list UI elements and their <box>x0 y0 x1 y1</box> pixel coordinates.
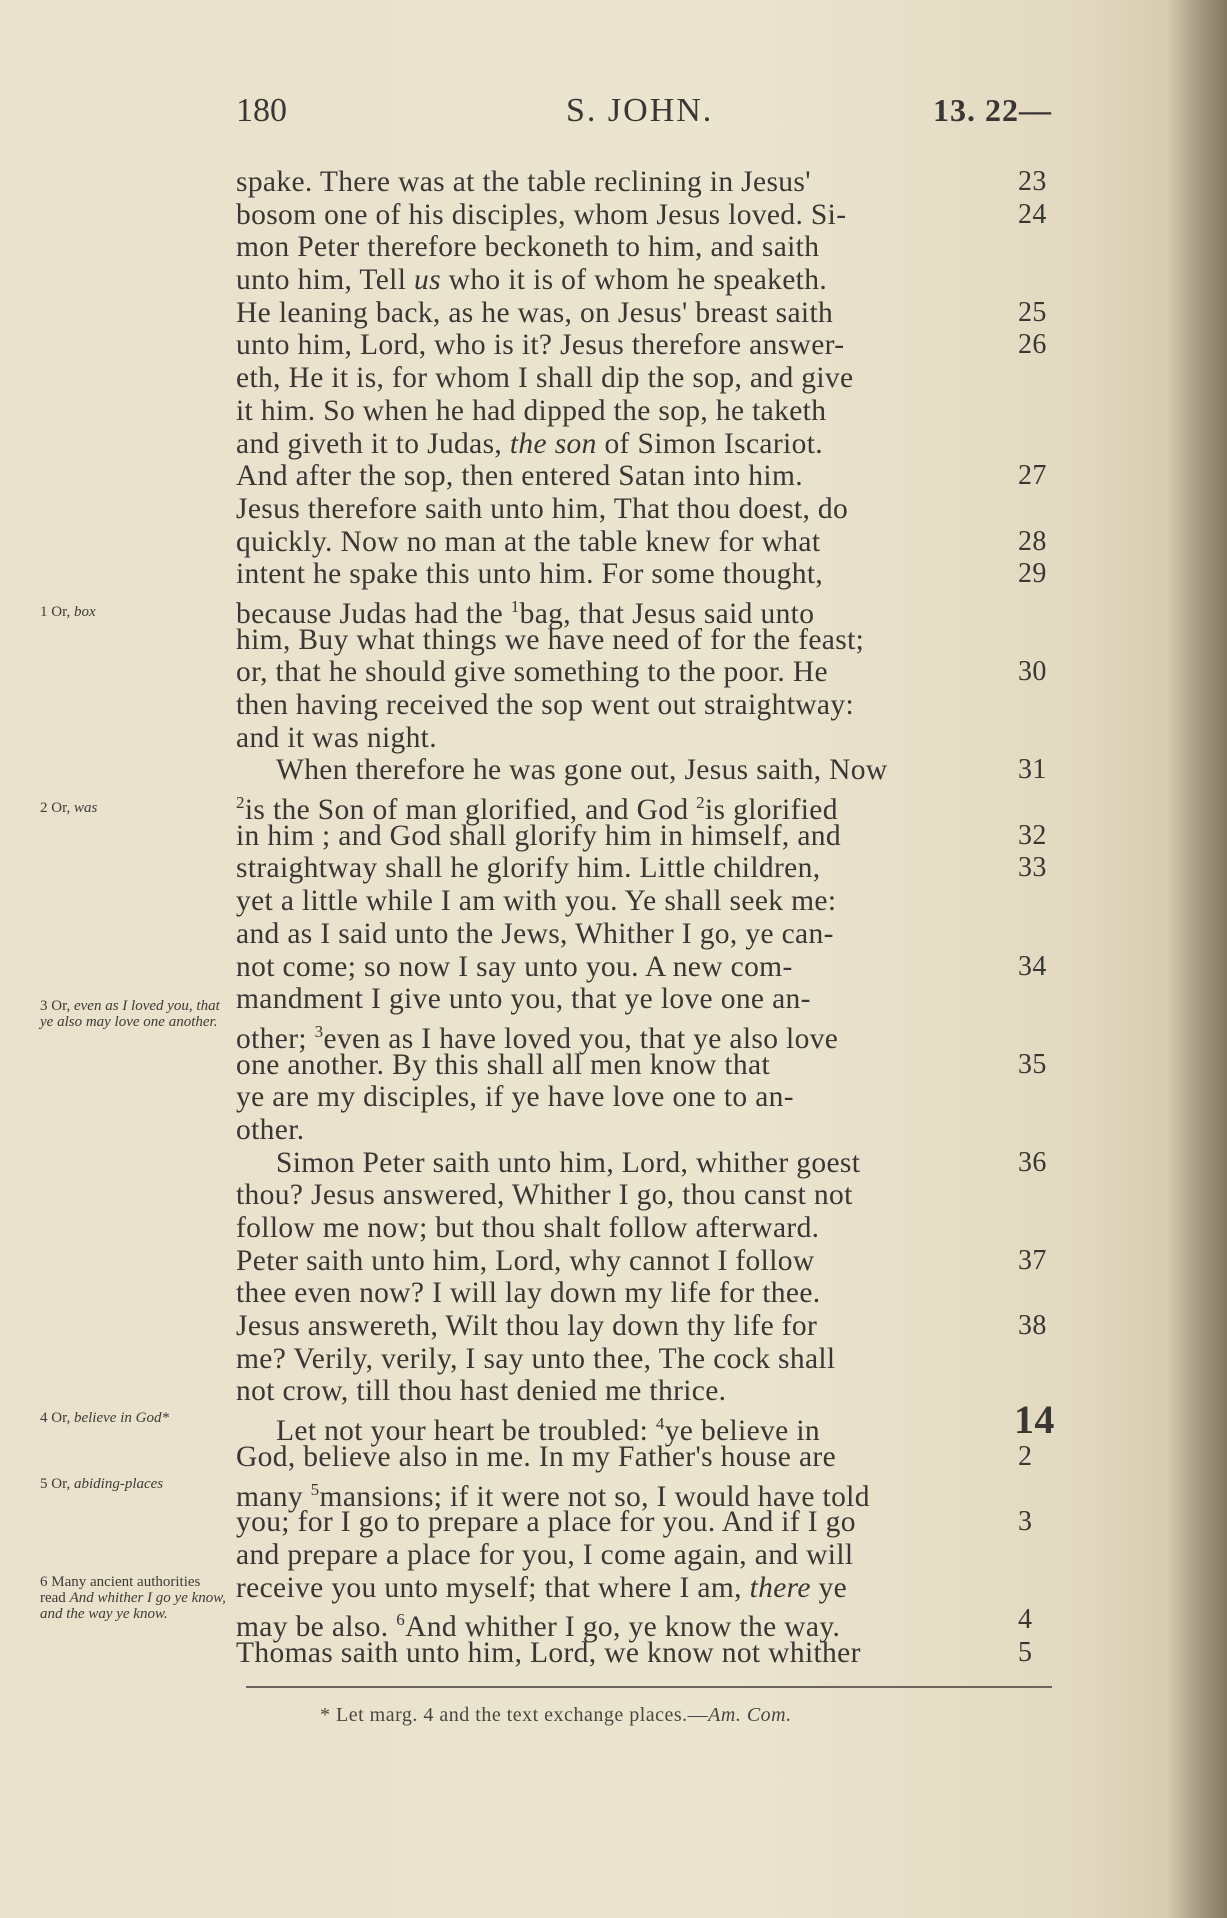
verse-number: 28 <box>1018 525 1047 557</box>
chapter-verse-reference: 13. 22— <box>933 92 1052 128</box>
text-line: not come; so now I say unto you. A new com- 34 <box>236 950 1047 983</box>
text-line: me? Verily, verily, I say unto thee, The cock shall <box>236 1342 836 1375</box>
text-line: and it was night. <box>236 721 437 754</box>
verse-number: 30 <box>1018 656 1047 688</box>
verse-number: 2 <box>1018 1440 1033 1472</box>
text-line: it him. So when he had dipped the sop, he taketh <box>236 394 827 427</box>
text-line: other; $^3$even as I have loved you, that ye also love <box>236 1021 839 1055</box>
verse-number: 36 <box>1018 1146 1047 1178</box>
text-line: Jesus therefore saith unto him, That thou doest, do <box>236 492 849 525</box>
verse-number: 33 <box>1018 852 1047 884</box>
text-line: Simon Peter saith unto him, Lord, whither goest 36 <box>276 1146 1047 1179</box>
verse-number: 4 <box>1018 1604 1033 1636</box>
text-line: unto him, Tell us who it is of whom he speaketh. <box>236 264 828 297</box>
page-number: 180 <box>236 92 287 129</box>
margin-note-1: 1 Or, box <box>40 604 96 620</box>
footnote: * Let marg. 4 and the text exchange places.—Am. Com. <box>320 1704 792 1726</box>
text-line: $^2$is the Son of man glorified, and God $^2$is glorified <box>236 793 838 827</box>
text-line: He leaning back, as he was, on Jesus' breast saith 25 <box>236 296 1047 329</box>
verse-number: 29 <box>1018 558 1047 590</box>
margin-note-3: 3 Or, even as I loved you, that ye also may love one another. <box>40 998 220 1030</box>
text-line: When therefore he was gone out, Jesus saith, Now 31 <box>276 754 1047 787</box>
text-line: many $^5$mansions; if it were not so, I would have told <box>236 1479 870 1513</box>
text-line: thou? Jesus answered, Whither I go, thou canst not <box>236 1179 853 1212</box>
page-edge-shadow <box>1167 0 1227 1918</box>
note-mark: 6 <box>396 1610 406 1630</box>
text-line: then having received the sop went out straightway: <box>236 689 854 721</box>
verse-number: 23 <box>1018 166 1047 197</box>
chapter-number: 14 <box>1014 1397 1055 1443</box>
verse-number: 27 <box>1018 460 1047 492</box>
text-line: mandment I give unto you, that ye love one an- <box>236 983 811 1016</box>
text-line: Peter saith unto him, Lord, why cannot I follow 37 <box>236 1244 1047 1277</box>
text-line: and prepare a place for you, I come again, and will <box>236 1538 854 1571</box>
text-line: or, that he should give something to the poor. He 30 <box>236 656 1047 689</box>
text-line: Thomas saith unto him, Lord, we know not whither 5 <box>236 1636 1033 1669</box>
text-line: straightway shall he glorify him. Little children, 33 <box>236 852 1047 885</box>
margin-note-2: 2 Or, was <box>40 800 98 816</box>
text-line: Let not your heart be troubled: $^4$ye believe in 14 <box>276 1397 1055 1448</box>
margin-note-4: 4 Or, believe in God* <box>40 1410 169 1426</box>
verse-number: 34 <box>1018 950 1047 982</box>
verse-number: 37 <box>1018 1244 1047 1276</box>
note-mark: 3 <box>314 1021 324 1041</box>
text-line: you; for I go to prepare a place for you. And if I go 3 <box>236 1506 1033 1539</box>
text-line: one another. By this shall all men know that 35 <box>236 1048 1047 1081</box>
note-mark: 2 <box>696 793 706 813</box>
note-mark: 5 <box>310 1479 320 1499</box>
text-line: other. <box>236 1113 305 1146</box>
text-line: Jesus answereth, Wilt thou lay down thy life for 38 <box>236 1310 1047 1343</box>
verse-number: 25 <box>1018 296 1047 328</box>
running-title: S. JOHN. <box>566 92 714 129</box>
page-header <box>236 92 1052 140</box>
text-line: intent he spake this unto him. For some thought, 29 <box>236 558 1047 591</box>
text-line: unto him, Lord, who is it? Jesus therefore answer- 26 <box>236 329 1047 362</box>
verse-number: 32 <box>1018 819 1047 851</box>
text-line: receive you unto myself; that where I am, there ye <box>236 1571 848 1604</box>
text-line: and giveth it to Judas, the son of Simon Iscariot. <box>236 427 823 460</box>
verse-number: 3 <box>1018 1506 1033 1538</box>
text-line: may be also. $^6$And whither I go, ye know the way. 4 <box>236 1604 1033 1644</box>
text-line: follow me now; but thou shalt follow afterward. <box>236 1212 820 1244</box>
text-line: quickly. Now no man at the table knew for what 28 <box>236 525 1047 558</box>
text-line: bosom one of his disciples, whom Jesus loved. Si- 24 <box>236 198 1047 231</box>
text-line: ye are my disciples, if ye have love one to an- <box>236 1081 794 1114</box>
text-line: in him ; and God shall glorify him in himself, and 32 <box>236 819 1047 852</box>
verse-number: 31 <box>1018 754 1047 786</box>
text-line: yet a little while I am with you. Ye shall seek me: <box>236 885 837 918</box>
text-line: him, Buy what things we have need of for the feast; <box>236 623 865 656</box>
footnote-divider <box>246 1686 1052 1688</box>
margin-note-5: 5 Or, abiding-places <box>40 1476 164 1492</box>
text-line: because Judas had the $^1$bag, that Jesus said unto <box>236 596 815 630</box>
text-line: eth, He it is, for whom I shall dip the sop, and give <box>236 362 854 395</box>
text-line: God, believe also in me. In my Father's house are 2 <box>236 1440 1033 1473</box>
text-line: and as I said unto the Jews, Whither I go, ye can- <box>236 917 834 950</box>
text-line: And after the sop, then entered Satan into him. 27 <box>236 460 1047 493</box>
text-line: thee even now? I will lay down my life for thee. <box>236 1277 821 1310</box>
verse-number: 38 <box>1018 1310 1047 1342</box>
verse-number: 5 <box>1018 1636 1033 1668</box>
text-line: mon Peter therefore beckoneth to him, and saith <box>236 231 820 264</box>
verse-number: 35 <box>1018 1048 1047 1080</box>
note-mark: 4 <box>655 1414 665 1434</box>
verse-number: 26 <box>1018 329 1047 361</box>
text-line: not crow, till thou hast denied me thrice. <box>236 1375 727 1408</box>
text-line: spake. There was at the table reclining in Jesus' 23 <box>236 166 1047 198</box>
margin-note-6: 6 Many ancient authorities read And whither I go ye know, and the way ye know. <box>40 1574 226 1622</box>
scripture-text <box>236 166 1055 1670</box>
note-mark: 1 <box>510 596 520 616</box>
verse-number: 24 <box>1018 198 1047 230</box>
note-mark: 2 <box>236 793 245 813</box>
